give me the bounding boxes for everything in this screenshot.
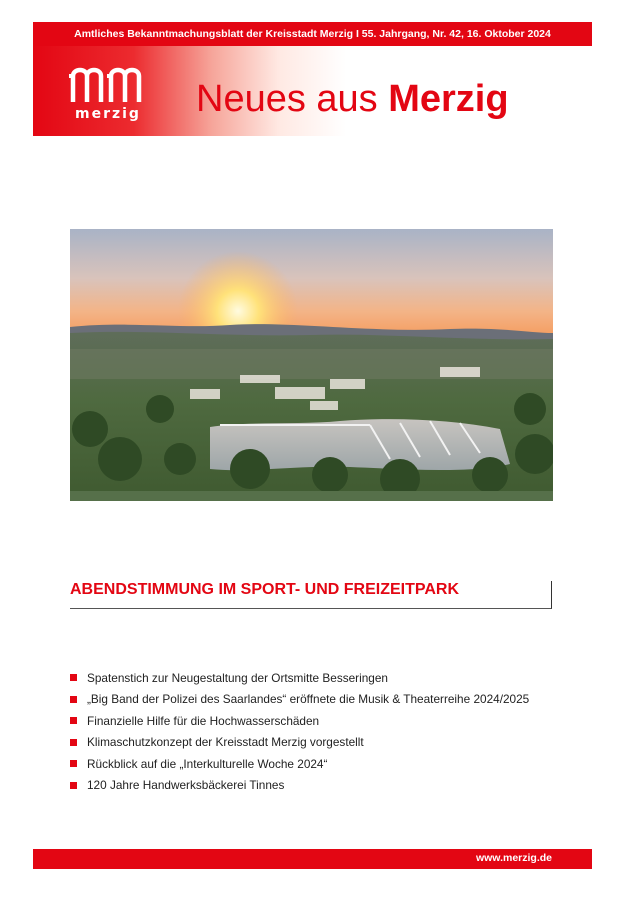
banner-text: Amtliches Bekanntmachungsblatt der Kreisstadt Merzig I 55. Jahrgang, Nr. 42, 16. Oktober 2024 xyxy=(74,28,551,40)
bullet-square-icon xyxy=(70,782,77,789)
list-item-text: Rückblick auf die „Interkulturelle Woche 2024“ xyxy=(87,756,328,771)
list-item xyxy=(70,689,570,711)
headline-text: ABENDSTIMMUNG IM SPORT- UND FREIZEITPARK xyxy=(70,581,460,598)
bullet-square-icon xyxy=(70,674,77,681)
cover-headline xyxy=(70,581,552,609)
title-regular: Neues aus xyxy=(196,78,389,120)
list-item xyxy=(70,775,570,797)
masthead xyxy=(33,46,592,136)
title-bold: Merzig xyxy=(388,78,509,120)
list-item-text: Finanzielle Hilfe für die Hochwasserschäden xyxy=(87,713,320,728)
list-item xyxy=(70,732,570,754)
list-item-text: Spatenstich zur Neugestaltung der Ortsmitte Besseringen xyxy=(87,670,388,685)
list-item xyxy=(70,710,570,732)
bullet-square-icon xyxy=(70,717,77,724)
list-item xyxy=(70,753,570,775)
bullet-square-icon xyxy=(70,696,77,703)
footer-url-link[interactable]: www.merzig.de xyxy=(475,852,552,864)
logo-mm-mark xyxy=(69,64,151,108)
contents-list xyxy=(70,667,570,796)
top-banner xyxy=(33,22,592,46)
merzig-logo xyxy=(69,64,151,130)
hero-photo xyxy=(70,229,553,501)
list-item-text: Klimaschutzkonzept der Kreisstadt Merzig vorgestellt xyxy=(87,735,364,750)
list-item xyxy=(70,667,570,689)
bullet-square-icon xyxy=(70,760,77,767)
footer-bar xyxy=(33,849,592,869)
logo-wordmark: merzig xyxy=(75,106,141,122)
list-item-text: 120 Jahre Handwerksbäckerei Tinnes xyxy=(87,778,285,793)
bullet-square-icon xyxy=(70,739,77,746)
list-item-text: „Big Band der Polizei des Saarlandes“ eröffnete die Musik & Theaterreihe 2024/2025 xyxy=(87,692,530,707)
publication-title xyxy=(196,80,509,118)
